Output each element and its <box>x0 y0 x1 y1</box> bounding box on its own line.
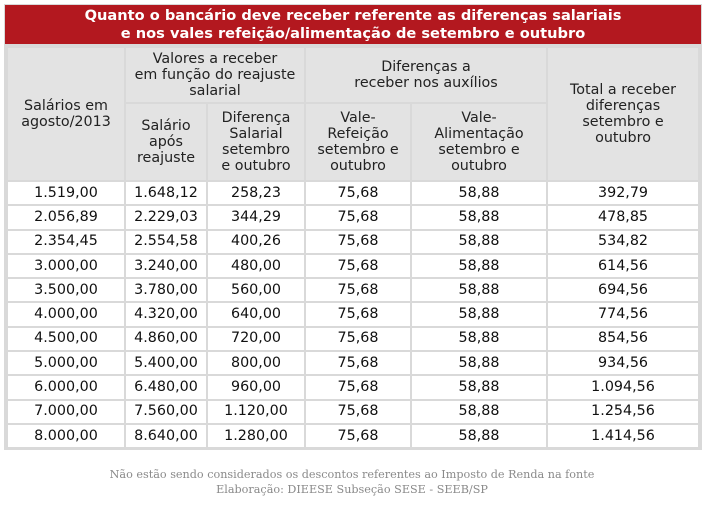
cell-salario-apos-reajuste: 6.480,00 <box>126 376 206 398</box>
cell-vale-alimentacao: 58,88 <box>412 206 546 228</box>
cell-vale-alimentacao: 58,88 <box>412 231 546 253</box>
cell-total: 1.094,56 <box>548 376 698 398</box>
cell-vale-refeicao: 75,68 <box>306 279 410 301</box>
cell-diferenca-salarial: 258,23 <box>208 182 304 204</box>
table-title-line-1: Quanto o bancário deve receber referente as diferenças salariais <box>84 7 622 24</box>
cell-total: 392,79 <box>548 182 698 204</box>
cell-diferenca-salarial: 1.120,00 <box>208 401 304 423</box>
cell-diferenca-salarial: 480,00 <box>208 255 304 277</box>
cell-salario-apos-reajuste: 2.554,58 <box>126 231 206 253</box>
cell-diferenca-salarial: 800,00 <box>208 352 304 374</box>
header-total-receber: Total a receber diferenças setembro e outubro <box>548 48 698 180</box>
cell-vale-alimentacao: 58,88 <box>412 401 546 423</box>
cell-total: 774,56 <box>548 303 698 325</box>
cell-salario-agosto: 3.500,00 <box>8 279 124 301</box>
cell-salario-agosto: 5.000,00 <box>8 352 124 374</box>
cell-salario-apos-reajuste: 1.648,12 <box>126 182 206 204</box>
table-title-line-2: e nos vales refeição/alimentação de setembro e outubro <box>120 25 586 42</box>
table-row <box>8 206 698 228</box>
table-row <box>8 303 698 325</box>
cell-vale-refeicao: 75,68 <box>306 206 410 228</box>
cell-total: 1.414,56 <box>548 425 698 447</box>
cell-vale-alimentacao: 58,88 <box>412 352 546 374</box>
cell-salario-apos-reajuste: 7.560,00 <box>126 401 206 423</box>
cell-total: 934,56 <box>548 352 698 374</box>
cell-total: 694,56 <box>548 279 698 301</box>
table-row <box>8 255 698 277</box>
cell-total: 614,56 <box>548 255 698 277</box>
footnote-imposto-renda: Não estão sendo considerados os descontos referentes ao Imposto de Renda na fonte <box>109 468 595 481</box>
cell-salario-apos-reajuste: 2.229,03 <box>126 206 206 228</box>
table-row <box>8 328 698 350</box>
cell-total: 478,85 <box>548 206 698 228</box>
cell-salario-apos-reajuste: 5.400,00 <box>126 352 206 374</box>
cell-diferenca-salarial: 720,00 <box>208 328 304 350</box>
cell-vale-refeicao: 75,68 <box>306 376 410 398</box>
cell-vale-alimentacao: 58,88 <box>412 425 546 447</box>
cell-vale-refeicao: 75,68 <box>306 425 410 447</box>
cell-diferenca-salarial: 960,00 <box>208 376 304 398</box>
cell-salario-apos-reajuste: 3.240,00 <box>126 255 206 277</box>
cell-salario-agosto: 3.000,00 <box>8 255 124 277</box>
header-valores-reajuste-group: Valores a receber em função do reajuste salarial <box>126 48 304 102</box>
cell-salario-apos-reajuste: 4.320,00 <box>126 303 206 325</box>
table-row <box>8 231 698 253</box>
cell-diferenca-salarial: 1.280,00 <box>208 425 304 447</box>
salary-differences-table <box>6 46 700 449</box>
cell-salario-agosto: 8.000,00 <box>8 425 124 447</box>
header-vale-alimentacao: Vale- Alimentação setembro e outubro <box>412 104 546 180</box>
header-vale-refeicao: Vale- Refeição setembro e outubro <box>306 104 410 180</box>
cell-salario-agosto: 2.056,89 <box>8 206 124 228</box>
cell-salario-agosto: 4.500,00 <box>8 328 124 350</box>
cell-total: 1.254,56 <box>548 401 698 423</box>
header-diferenca-salarial: Diferença Salarial setembro e outubro <box>208 104 304 180</box>
cell-salario-agosto: 6.000,00 <box>8 376 124 398</box>
cell-diferenca-salarial: 400,26 <box>208 231 304 253</box>
header-diferencas-auxilios-group: Diferenças a receber nos auxílios <box>306 48 546 102</box>
cell-vale-alimentacao: 58,88 <box>412 182 546 204</box>
table-row <box>8 376 698 398</box>
table-row <box>8 425 698 447</box>
cell-vale-alimentacao: 58,88 <box>412 303 546 325</box>
cell-salario-agosto: 2.354,45 <box>8 231 124 253</box>
cell-vale-alimentacao: 58,88 <box>412 328 546 350</box>
cell-total: 854,56 <box>548 328 698 350</box>
table-row <box>8 182 698 204</box>
footnote-elaboracao: Elaboração: DIEESE Subseção SESE - SEEB/SP <box>216 483 488 496</box>
cell-vale-alimentacao: 58,88 <box>412 255 546 277</box>
cell-vale-alimentacao: 58,88 <box>412 376 546 398</box>
cell-vale-refeicao: 75,68 <box>306 352 410 374</box>
cell-vale-alimentacao: 58,88 <box>412 279 546 301</box>
cell-vale-refeicao: 75,68 <box>306 182 410 204</box>
table-row <box>8 401 698 423</box>
header-salario-apos-reajuste: Salário após reajuste <box>126 104 206 180</box>
header-salarios-agosto: Salários em agosto/2013 <box>8 48 124 180</box>
cell-diferenca-salarial: 640,00 <box>208 303 304 325</box>
cell-vale-refeicao: 75,68 <box>306 255 410 277</box>
cell-salario-agosto: 1.519,00 <box>8 182 124 204</box>
cell-total: 534,82 <box>548 231 698 253</box>
table-row <box>8 352 698 374</box>
cell-salario-apos-reajuste: 8.640,00 <box>126 425 206 447</box>
cell-vale-refeicao: 75,68 <box>306 303 410 325</box>
cell-vale-refeicao: 75,68 <box>306 401 410 423</box>
table-row <box>8 279 698 301</box>
cell-diferenca-salarial: 344,29 <box>208 206 304 228</box>
cell-salario-agosto: 4.000,00 <box>8 303 124 325</box>
cell-salario-apos-reajuste: 4.860,00 <box>126 328 206 350</box>
cell-salario-apos-reajuste: 3.780,00 <box>126 279 206 301</box>
cell-vale-refeicao: 75,68 <box>306 231 410 253</box>
cell-diferenca-salarial: 560,00 <box>208 279 304 301</box>
salary-table-panel <box>4 4 702 450</box>
table-title <box>5 5 701 44</box>
cell-vale-refeicao: 75,68 <box>306 328 410 350</box>
table-body <box>8 182 698 447</box>
cell-salario-agosto: 7.000,00 <box>8 401 124 423</box>
